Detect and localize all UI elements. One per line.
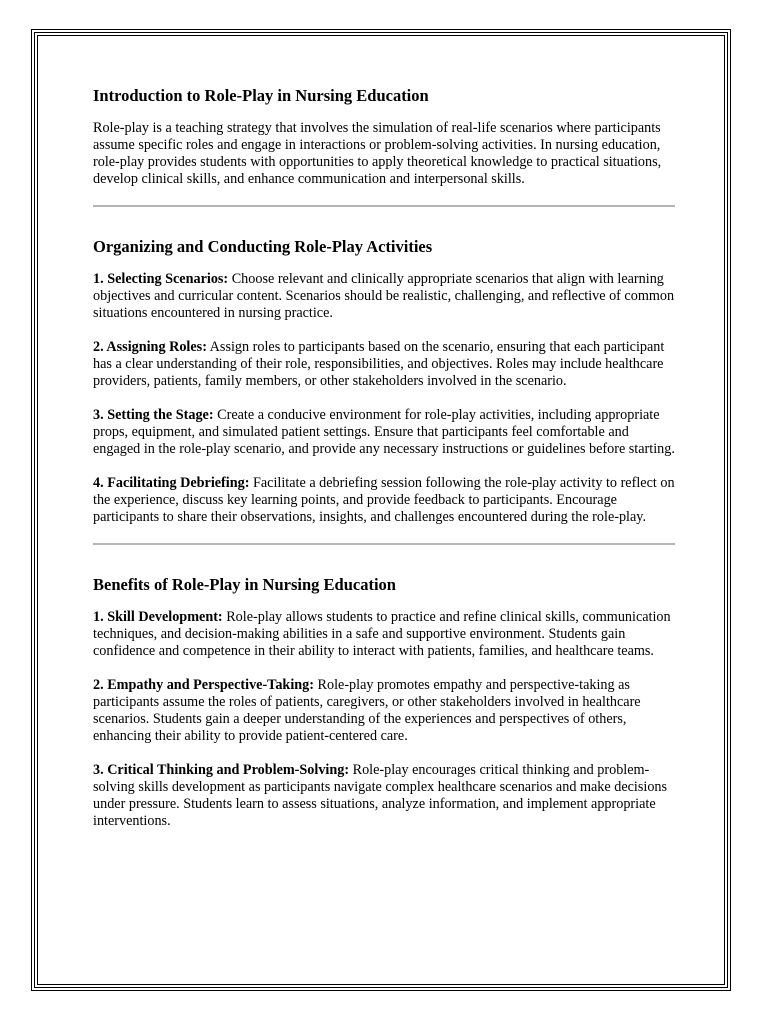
section-heading: Introduction to Role-Play in Nursing Education <box>93 86 429 105</box>
paragraph <box>93 677 675 745</box>
document-body <box>93 86 675 830</box>
section-organizing <box>93 237 675 526</box>
paragraph-text: Role-play allows students to practice and refine clinical skills, communication techniques, and decision-making abilities in a safe and supportive environment. Students gain confidence and competence in their ability to interact with patients, families, and healthcare teams. <box>93 609 671 659</box>
paragraph <box>93 120 675 188</box>
paragraph-lead: 3. Setting the Stage: <box>93 407 214 423</box>
paragraph <box>93 609 675 660</box>
paragraph-text: Assign roles to participants based on the scenario, ensuring that each participant has a clear understanding of their role, responsibilities, and objectives. Roles may include healthcare providers, patients, family members, or other stakeholders involved in the scenario. <box>93 339 665 389</box>
paragraph-text: Create a conducive environment for role-play activities, including appropriate props, equipment, and simulated patient settings. Ensure that participants feel comfortable and engaged in the role-play scenario, and provide any necessary instructions or guidelines before starting. <box>93 407 675 457</box>
section-divider <box>93 543 675 545</box>
paragraph-lead: 3. Critical Thinking and Problem-Solving: <box>93 762 350 778</box>
section-divider <box>93 205 675 207</box>
paragraph-lead: 4. Facilitating Debriefing: <box>93 475 250 491</box>
section-benefits <box>93 575 675 830</box>
section-heading: Organizing and Conducting Role-Play Activities <box>93 237 433 256</box>
section-introduction <box>93 86 675 188</box>
section-heading: Benefits of Role-Play in Nursing Education <box>93 575 396 594</box>
paragraph-lead: 2. Empathy and Perspective-Taking: <box>93 677 314 693</box>
paragraph-lead: 2. Assigning Roles: <box>93 339 207 355</box>
paragraph <box>93 339 675 390</box>
paragraph-text: Role-play is a teaching strategy that involves the simulation of real-life scenarios where participants assume specific roles and engage in interactions or problem-solving activities. In nursing education, role-play provides students with opportunities to apply theoretical knowledge to practical situations, develop clinical skills, and enhance communication and interpersonal skills. <box>93 120 662 187</box>
paragraph <box>93 475 675 526</box>
paragraph <box>93 271 675 322</box>
paragraph-text: Choose relevant and clinically appropriate scenarios that align with learning objectives and curricular content. Scenarios should be realistic, challenging, and reflective of common situations encountered in nursing practice. <box>93 271 675 321</box>
paragraph-text: Role-play encourages critical thinking and problem-solving skills development as participants navigate complex healthcare scenarios and make decisions under pressure. Students learn to assess situations, analyze information, and implement appropriate interventions. <box>93 762 668 829</box>
paragraph <box>93 762 675 830</box>
paragraph <box>93 407 675 458</box>
paragraph-text: Role-play promotes empathy and perspective-taking as participants assume the roles of patients, caregivers, or other stakeholders involved in healthcare scenarios. Students gain a deeper understanding of the experiences and perspectives of others, enhancing their ability to provide patient-centered care. <box>93 677 641 744</box>
paragraph-lead: 1. Skill Development: <box>93 609 223 625</box>
paragraph-lead: 1. Selecting Scenarios: <box>93 271 229 287</box>
paragraph-text: Facilitate a debriefing session following the role-play activity to reflect on the experience, discuss key learning points, and provide feedback to participants. Encourage participants to share their observations, insights, and challenges encountered during the role-play. <box>93 475 675 525</box>
